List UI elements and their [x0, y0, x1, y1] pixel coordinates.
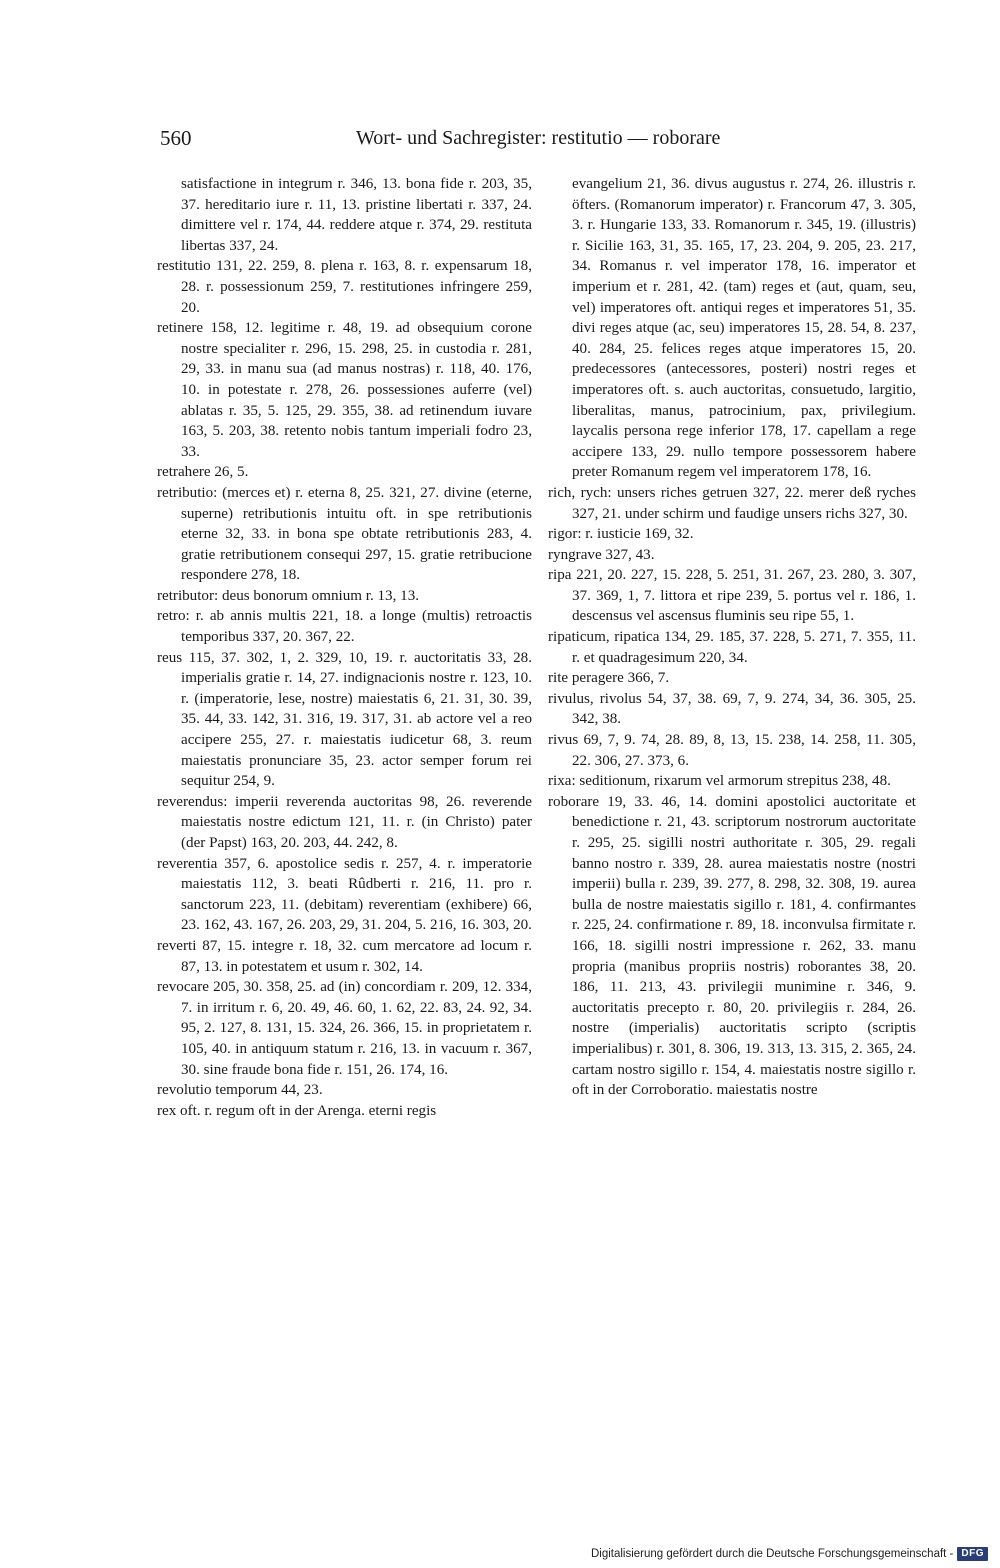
index-entry: evangelium 21, 36. divus augustus r. 274, 26. illustris r. öfters. (Romanorum imperator) r. Francorum 47, 3. 305, 3. r. Hungarie 133, 33. Romanorum r. 345, 19. (illustris) r. Sicilie 163, 31, 35. 165, 17, 23. 204, 9. 205, 23. 217, 34. Romanus r. vel imperator 178, 16. imperator et imperium et r. 281, 42. (tam) reges et (aut, quam, seu, vel) imperatores oft. antiqui reges et imperatores 51, 35. divi reges atque (ac, seu) imperatores 15, 28. 54, 8. 237, 40. 284, 25. felices reges atque imperatores 15, 20. predecessores (antecessores, posteri) nostri reges et imperatores oft. s. auch auctoritas, consuetudo, largitio, liberalitas, manus, patrocinium, pax, privilegium. laycalis persona rege inferior 178, 17. capellam a rege accipere 133, 29. nullo tempore possessorem habere preter Romanum regem vel imperatorem 178, 16. — [572, 176, 916, 481]
index-entry: retributor: deus bonorum omnium r. 13, 13. — [157, 587, 420, 604]
index-entry: retrahere 26, 5. — [157, 464, 249, 481]
left-column — [157, 174, 532, 1121]
index-entry: revolutio temporum 44, 23. — [157, 1082, 323, 1099]
index-entry: rex oft. r. regum oft in der Arenga. eterni regis — [157, 1102, 437, 1119]
running-title: Wort- und Sachregister: restitutio — roborare — [356, 127, 721, 149]
index-entry: reus 115, 37. 302, 1, 2. 329, 10, 19. r. auctoritatis 33, 28. imperialis gratie r. 14, 27. indignacionis nostre r. 123, 10. r. (imperatorie, lese, nostre) maiestatis 6, 21. 31, 30. 39, 35. 44, 33. 142, 31. 316, 19. 317, 31. ab actore vel a reo accipere 255, 27. r. maiestatis iudicetur 68, 3. reum maiestatis pronunciare 35, 23. actor semper forum rei sequitur 254, 9. — [157, 649, 532, 790]
index-entry: reverendus: imperii reverenda auctoritas 98, 26. reverende maiestatis nostre edictum 121, 11. r. (in Christo) pater (der Papst) 163, 20. 203, 44. 242, 8. — [157, 793, 532, 851]
index-entry: satisfactione in integrum r. 346, 13. bona fide r. 203, 35, 37. hereditario iure r. 11, 13. pristine libertati r. 337, 24. dimittere vel r. 174, 44. reddere atque r. 374, 29. restituta libertas 337, 24. — [181, 176, 532, 254]
footer-credit — [591, 1544, 988, 1564]
dfg-logo: DFG — [957, 1547, 988, 1561]
right-column — [548, 174, 916, 1101]
index-entry: rivulus, rivolus 54, 37, 38. 69, 7, 9. 274, 34, 36. 305, 25. 342, 38. — [548, 690, 916, 728]
index-entry: roborare 19, 33. 46, 14. domini apostolici auctoritate et benedictione r. 21, 43. scriptorum nostrorum auctoritate r. 295, 25. sigilli nostri authoritate r. 305, 29. regali banno nostro r. 339, 28. aurea maiestatis nostre (nostri imperii) bulla r. 239, 39. 277, 8. 298, 32. 308, 19. aurea bulla de nostre maiestatis sigillo r. 181, 4. confirmantes r. 225, 24. confirmatione r. 89, 18. inconvulsa firmitate r. 166, 18. sigilli nostri impressione r. 262, 33. manu propria (manibus propriis nostris) roborantes 38, 20. 186, 11. 213, 43. privilegii munimine r. 346, 9. auctoritatis precepto r. 80, 20. privilegiis r. 284, 26. nostre (imperialis) auctoritatis scripto (scriptis imperialibus) r. 301, 8. 306, 19. 313, 13. 315, 2. 365, 24. cartam nostro sigillo r. 154, 4. maiestatis nostre sigillo r. oft in der Corroboratio. maiestatis nostre — [548, 793, 916, 1099]
index-entry: reverentia 357, 6. apostolice sedis r. 257, 4. r. imperatorie maiestatis 112, 3. beati Rûdberti r. 216, 11. pro r. sanctorum 223, 11. (debitam) reverentiam (exhibere) 66, 23. 162, 43. 167, 26. 203, 29, 31. 204, 5. 216, 16. 303, 20. — [157, 855, 532, 934]
index-entry: rixa: seditionum, rixarum vel armorum strepitus 238, 48. — [548, 773, 891, 790]
index-entry: rigor: r. iusticie 169, 32. — [548, 526, 694, 543]
index-entry: ripaticum, ripatica 134, 29. 185, 37. 228, 5. 271, 7. 355, 11. r. et quadragesimum 220, 34. — [548, 629, 916, 666]
index-entry: restitutio 131, 22. 259, 8. plena r. 163, 8. r. expensarum 18, 28. r. possessionum 259, 7. restitutiones infringere 259, 20. — [157, 258, 532, 316]
index-entry: retinere 158, 12. legitime r. 48, 19. ad obsequium corone nostre specialiter r. 296, 15. 298, 25. in custodia r. 281, 29, 33. in manu sua (ad manus nostras) r. 118, 40. 176, 10. in potestate r. 278, 26. possessiones auferre (vel) ablatas r. 35, 5. 125, 29. 355, 38. ad retinendum iuvare 163, 5. 203, 38. retento nobis tantum imperiali fodro 23, 33. — [157, 320, 532, 460]
index-entry: rich, rych: unsers riches getruen 327, 22. merer deß ryches 327, 21. under schirm und faudige unsers richs 327, 30. — [548, 484, 916, 522]
footer-text: Digitalisierung gefördert durch die Deutsche Forschungsgemeinschaft - — [590, 1548, 954, 1560]
index-entry: ripa 221, 20. 227, 15. 228, 5. 251, 31. 267, 23. 280, 3. 307, 37. 369, 1, 7. littora et ripe 239, 5. portus vel r. 186, 1. descensus vel ascensus fluminis seu ripe 55, 1. — [548, 567, 916, 625]
page-header — [160, 122, 928, 154]
index-entry: revocare 205, 30. 358, 25. ad (in) concordiam r. 209, 12. 334, 7. in irritum r. 6, 20. 49, 46. 60, 1. 62, 22. 83, 24. 92, 34. 95, 2. 127, 8. 131, 15. 324, 26. 366, 15. in proprietatem r. 105, 40. in antiquum statum r. 216, 13. in vacuum r. 367, 30. sine fraude bona fide r. 151, 26. 174, 16. — [157, 979, 532, 1078]
index-entry: rivus 69, 7, 9. 74, 28. 89, 8, 13, 15. 238, 14. 258, 11. 305, 22. 306, 27. 373, 6. — [548, 732, 916, 769]
index-entry: retributio: (merces et) r. eterna 8, 25. 321, 27. divine (eterne, superne) retributionis intuitu oft. in spe retributionis eterne 32, 33. in bona spe obtate retributionis 283, 4. gratie retributionem consequi 297, 15. gratie retribucione respondere 278, 18. — [157, 484, 532, 584]
index-entry: ryngrave 327, 43. — [548, 546, 655, 563]
index-entry: retro: r. ab annis multis 221, 18. a longe (multis) retroactis temporibus 337, 20. 367, 22. — [157, 608, 532, 646]
index-entry: reverti 87, 15. integre r. 18, 32. cum mercatore ad locum r. 87, 13. in potestatem et usum r. 302, 14. — [157, 937, 532, 975]
index-entry: rite peragere 366, 7. — [548, 670, 670, 687]
page-number: 560 — [160, 126, 192, 150]
